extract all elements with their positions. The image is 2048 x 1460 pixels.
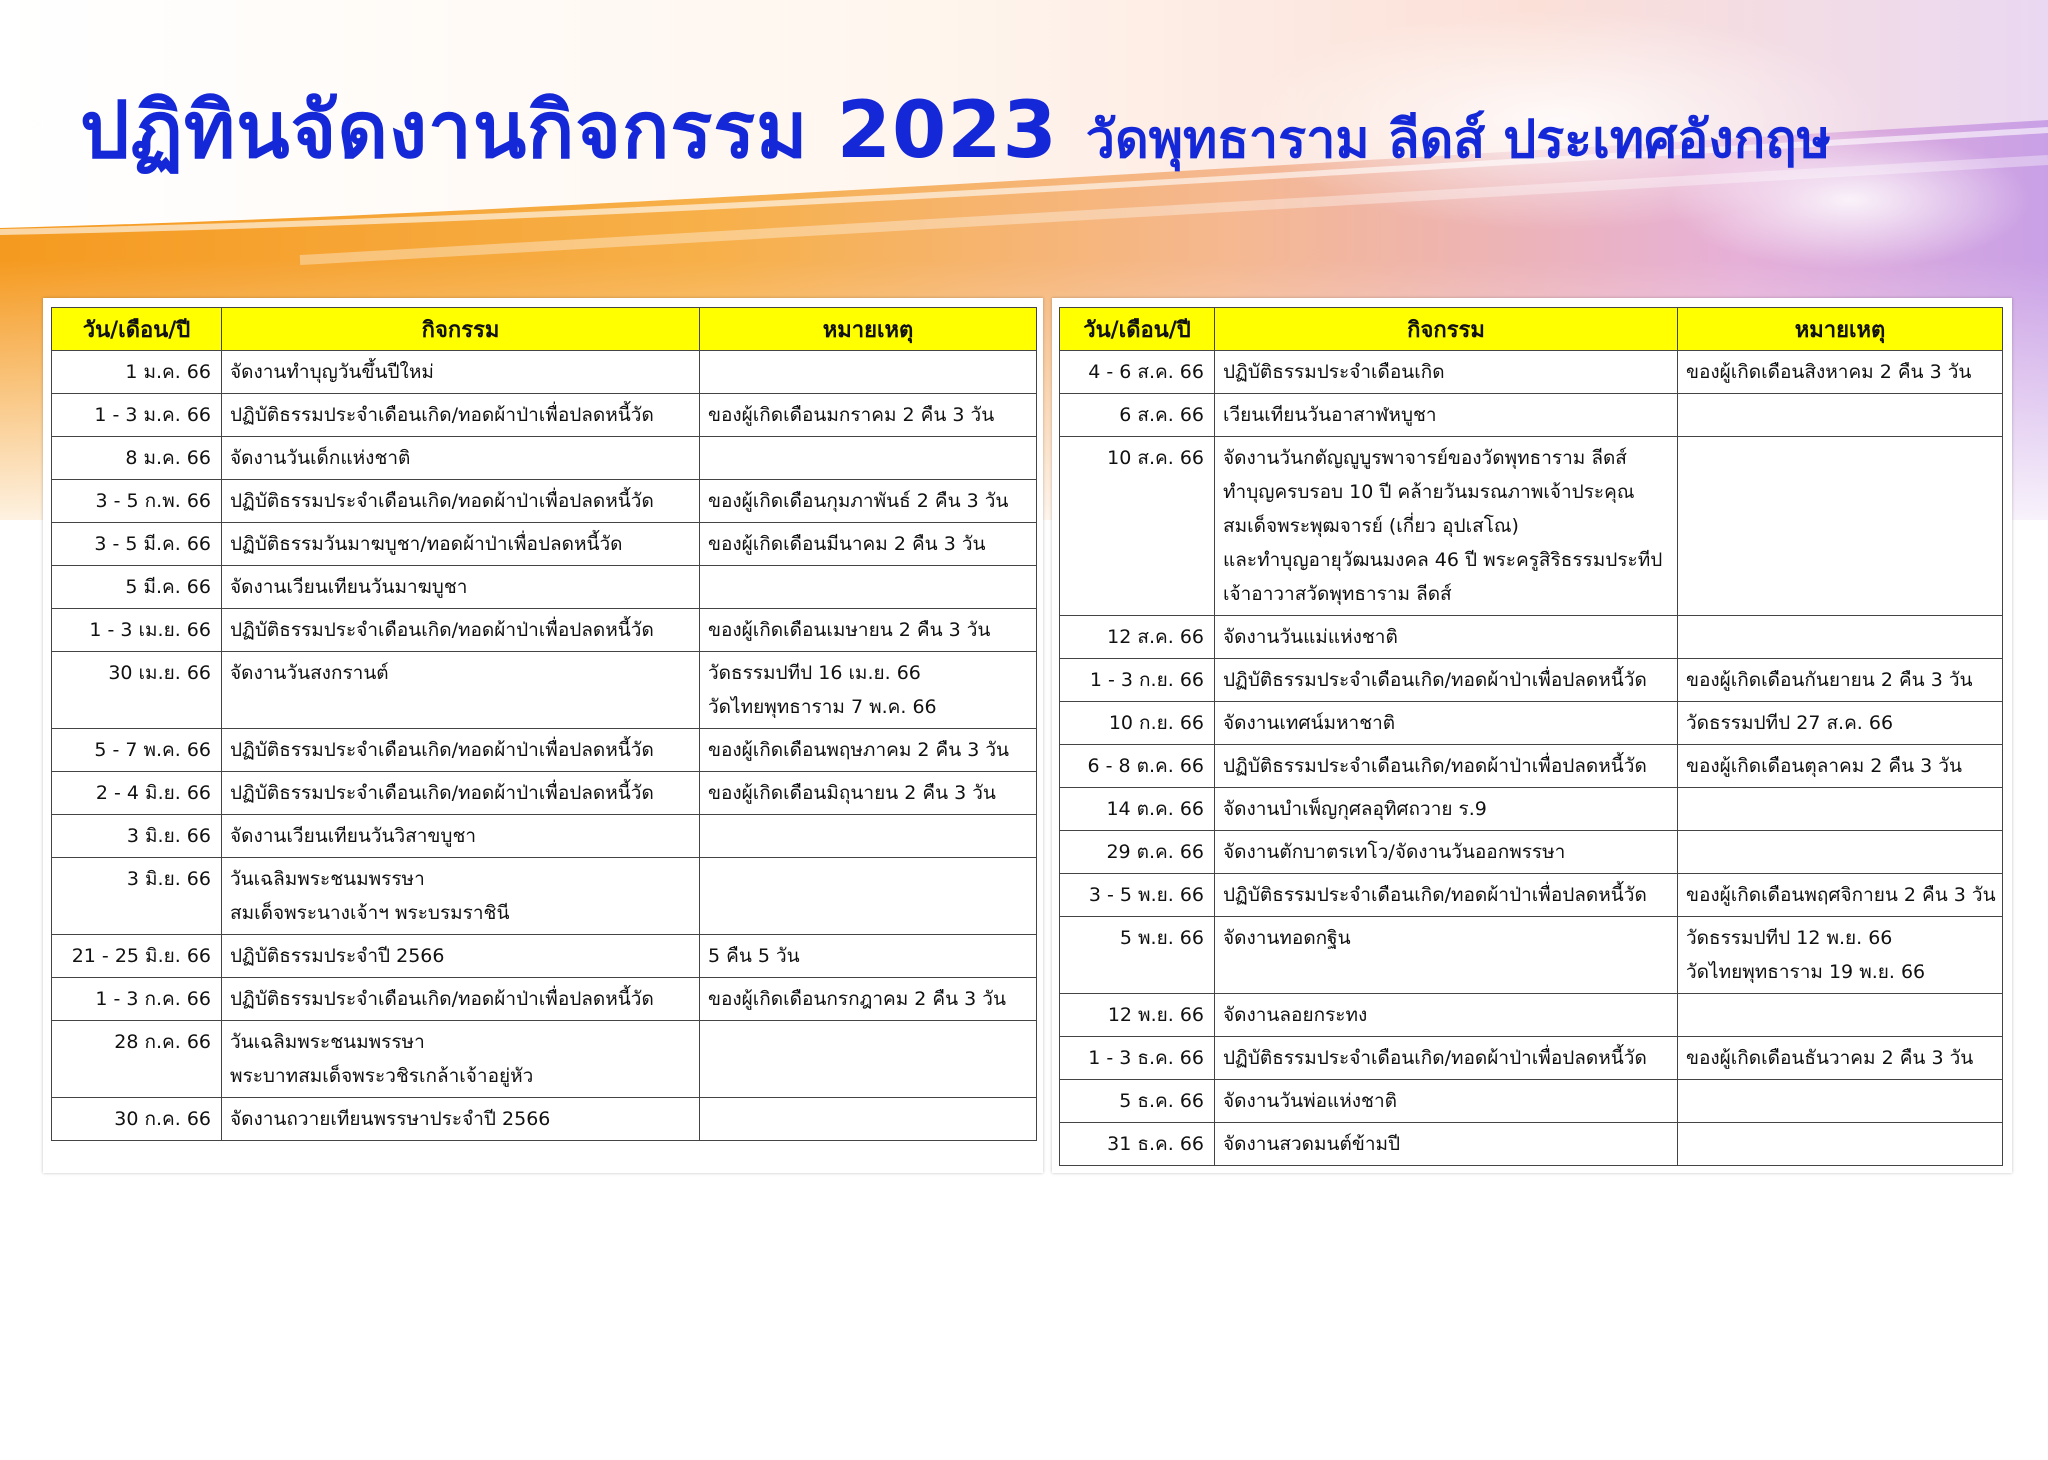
activity-line: ปฏิบัติธรรมประจำเดือนเกิด/ทอดผ้าป่าเพื่อปลดหนี้วัด (230, 782, 654, 804)
table-row (1060, 616, 2003, 659)
activity-line: ปฏิบัติธรรมประจำปี 2566 (230, 945, 445, 967)
date-cell: 2 - 4 มิ.ย. 66 (52, 772, 222, 815)
left-schedule-panel (43, 298, 1043, 1173)
activity-cell (1215, 616, 1678, 659)
note-cell (1678, 831, 2003, 874)
activity-line: จัดงานลอยกระทง (1223, 1004, 1368, 1026)
activity-line: จัดงานวันแม่แห่งชาติ (1223, 626, 1398, 648)
date-cell: 1 - 3 ก.ค. 66 (52, 978, 222, 1021)
note-cell (700, 729, 1037, 772)
table-row (1060, 1080, 2003, 1123)
activity-line: ปฏิบัติธรรมประจำเดือนเกิด/ทอดผ้าป่าเพื่อปลดหนี้วัด (1223, 884, 1647, 906)
activity-cell (1215, 437, 1678, 616)
table-row (52, 772, 1037, 815)
activity-cell (1215, 1037, 1678, 1080)
column-header-note: หมายเหตุ (700, 308, 1037, 351)
note-line: 5 คืน 5 วัน (708, 945, 800, 967)
date-cell: 3 - 5 พ.ย. 66 (1060, 874, 1215, 917)
note-cell (1678, 702, 2003, 745)
title-main: ปฏิทินจัดงานกิจกรรม 2023 (80, 86, 1058, 176)
activity-cell (222, 480, 700, 523)
note-line: ของผู้เกิดเดือนพฤษภาคม 2 คืน 3 วัน (708, 739, 1010, 761)
activity-line: จัดงานเวียนเทียนวันมาฆบูชา (230, 576, 468, 598)
activity-cell (222, 437, 700, 480)
activity-line: จัดงานวันกตัญญูบูรพาจารย์ของวัดพุทธาราม ลีดส์ (1223, 447, 1627, 469)
table-row (52, 978, 1037, 1021)
note-line: วัดไทยพุทธาราม 19 พ.ย. 66 (1686, 961, 1926, 983)
activity-cell (222, 652, 700, 729)
left-table-body (52, 351, 1037, 1141)
column-header-note: หมายเหตุ (1678, 308, 2003, 351)
activity-cell (1215, 1123, 1678, 1166)
activity-cell (222, 858, 700, 935)
table-row (1060, 351, 2003, 394)
activity-line: ปฏิบัติธรรมประจำเดือนเกิด (1223, 361, 1445, 383)
table-row (1060, 394, 2003, 437)
activity-line: ทำบุญครบรอบ 10 ปี คล้ายวันมรณภาพเจ้าประคุณ (1223, 481, 1635, 503)
table-row (1060, 831, 2003, 874)
activity-cell (1215, 788, 1678, 831)
activity-cell (222, 815, 700, 858)
activity-line: จัดงานตักบาตรเทโว/จัดงานวันออกพรรษา (1223, 841, 1566, 863)
activity-cell (222, 978, 700, 1021)
note-line: ของผู้เกิดเดือนมิถุนายน 2 คืน 3 วัน (708, 782, 996, 804)
date-cell: 21 - 25 มิ.ย. 66 (52, 935, 222, 978)
date-cell: 3 - 5 มี.ค. 66 (52, 523, 222, 566)
activity-cell (1215, 394, 1678, 437)
activity-cell (1215, 874, 1678, 917)
table-row (1060, 702, 2003, 745)
note-line: ของผู้เกิดเดือนกุมภาพันธ์ 2 คืน 3 วัน (708, 490, 1009, 512)
table-row (52, 858, 1037, 935)
activity-cell (222, 729, 700, 772)
date-cell: 1 ม.ค. 66 (52, 351, 222, 394)
activity-line: จัดงานเวียนเทียนวันวิสาขบูชา (230, 825, 477, 847)
table-row (1060, 994, 2003, 1037)
note-line: ของผู้เกิดเดือนเมษายน 2 คืน 3 วัน (708, 619, 991, 641)
activity-cell (222, 609, 700, 652)
table-row (52, 523, 1037, 566)
date-cell: 4 - 6 ส.ค. 66 (1060, 351, 1215, 394)
note-line: ของผู้เกิดเดือนธันวาคม 2 คืน 3 วัน (1686, 1047, 1974, 1069)
note-cell (1678, 917, 2003, 994)
note-line: วัดไทยพุทธาราม 7 พ.ค. 66 (708, 696, 937, 718)
column-header-date: วัน/เดือน/ปี (52, 308, 222, 351)
table-row (52, 935, 1037, 978)
activity-line: จัดงานวันเด็กแห่งชาติ (230, 447, 411, 469)
activity-cell (222, 351, 700, 394)
date-cell: 5 พ.ย. 66 (1060, 917, 1215, 994)
table-row (1060, 1123, 2003, 1166)
activity-cell (1215, 702, 1678, 745)
activity-line: สมเด็จพระนางเจ้าฯ พระบรมราชินี (230, 902, 510, 924)
activity-cell (222, 935, 700, 978)
activity-line: จัดงานถวายเทียนพรรษาประจำปี 2566 (230, 1108, 551, 1130)
activity-cell (222, 1021, 700, 1098)
activity-line: จัดงานสวดมนต์ข้ามปี (1223, 1133, 1401, 1155)
note-cell (1678, 1037, 2003, 1080)
date-cell: 14 ต.ค. 66 (1060, 788, 1215, 831)
date-cell: 1 - 3 ก.ย. 66 (1060, 659, 1215, 702)
table-row (52, 1098, 1037, 1141)
activity-line: จัดงานบำเพ็ญกุศลอุทิศถวาย ร.9 (1223, 798, 1487, 820)
activity-line: เจ้าอาวาสวัดพุทธาราม ลีดส์ (1223, 583, 1452, 605)
table-header-row (52, 308, 1037, 351)
activity-line: ปฏิบัติธรรมประจำเดือนเกิด/ทอดผ้าป่าเพื่อปลดหนี้วัด (230, 490, 654, 512)
date-cell: 5 - 7 พ.ค. 66 (52, 729, 222, 772)
note-cell (700, 978, 1037, 1021)
activity-line: ปฏิบัติธรรมประจำเดือนเกิด/ทอดผ้าป่าเพื่อปลดหนี้วัด (230, 739, 654, 761)
note-cell (1678, 1080, 2003, 1123)
activity-cell (222, 566, 700, 609)
table-row (1060, 788, 2003, 831)
date-cell: 3 มิ.ย. 66 (52, 815, 222, 858)
date-cell: 31 ธ.ค. 66 (1060, 1123, 1215, 1166)
date-cell: 1 - 3 ธ.ค. 66 (1060, 1037, 1215, 1080)
right-schedule-table (1059, 307, 2003, 1166)
activity-line: พระบาทสมเด็จพระวชิรเกล้าเจ้าอยู่หัว (230, 1065, 534, 1087)
activity-cell (222, 1098, 700, 1141)
note-cell (1678, 616, 2003, 659)
table-row (1060, 659, 2003, 702)
table-row (1060, 874, 2003, 917)
activity-line: ปฏิบัติธรรมวันมาฆบูชา/ทอดผ้าป่าเพื่อปลดหนี้วัด (230, 533, 623, 555)
note-cell (1678, 394, 2003, 437)
note-line: วัดธรรมปทีป 27 ส.ค. 66 (1686, 712, 1894, 734)
activity-line: จัดงานทอดกฐิน (1223, 927, 1351, 949)
note-cell (700, 351, 1037, 394)
column-header-date: วัน/เดือน/ปี (1060, 308, 1215, 351)
table-row (52, 609, 1037, 652)
activity-cell (1215, 917, 1678, 994)
activity-line: ปฏิบัติธรรมประจำเดือนเกิด/ทอดผ้าป่าเพื่อปลดหนี้วัด (1223, 669, 1647, 691)
table-row (52, 394, 1037, 437)
date-cell: 3 มิ.ย. 66 (52, 858, 222, 935)
date-cell: 6 - 8 ต.ค. 66 (1060, 745, 1215, 788)
note-cell (1678, 659, 2003, 702)
note-cell (1678, 745, 2003, 788)
note-cell (700, 1021, 1037, 1098)
date-cell: 30 เม.ย. 66 (52, 652, 222, 729)
note-line: ของผู้เกิดเดือนพฤศจิกายน 2 คืน 3 วัน (1686, 884, 1996, 906)
table-row (52, 351, 1037, 394)
activity-line: ปฏิบัติธรรมประจำเดือนเกิด/ทอดผ้าป่าเพื่อปลดหนี้วัด (230, 404, 654, 426)
table-row (1060, 917, 2003, 994)
date-cell: 10 ส.ค. 66 (1060, 437, 1215, 616)
table-row (1060, 745, 2003, 788)
activity-line: สมเด็จพระพุฒจารย์ (เกี่ยว อุปเสโณ) (1223, 515, 1519, 537)
activity-line: จัดงานทำบุญวันขึ้นปีใหม่ (230, 361, 434, 383)
note-cell (700, 652, 1037, 729)
note-line: ของผู้เกิดเดือนสิงหาคม 2 คืน 3 วัน (1686, 361, 1972, 383)
note-cell (1678, 994, 2003, 1037)
date-cell: 5 ธ.ค. 66 (1060, 1080, 1215, 1123)
activity-cell (1215, 351, 1678, 394)
activity-line: ปฏิบัติธรรมประจำเดือนเกิด/ทอดผ้าป่าเพื่อปลดหนี้วัด (1223, 755, 1647, 777)
note-cell (700, 480, 1037, 523)
table-row (52, 566, 1037, 609)
note-cell (700, 566, 1037, 609)
activity-line: วันเฉลิมพระชนมพรรษา (230, 868, 425, 890)
note-cell (700, 609, 1037, 652)
date-cell: 28 ก.ค. 66 (52, 1021, 222, 1098)
activity-cell (1215, 994, 1678, 1037)
activity-cell (222, 772, 700, 815)
note-line: ของผู้เกิดเดือนกรกฎาคม 2 คืน 3 วัน (708, 988, 1006, 1010)
activity-cell (1215, 1080, 1678, 1123)
note-cell (700, 858, 1037, 935)
activity-line: และทำบุญอายุวัฒนมงคล 46 ปี พระครูสิริธรรมประทีป (1223, 549, 1663, 571)
note-cell (1678, 874, 2003, 917)
right-table-body (1060, 351, 2003, 1166)
activity-line: ปฏิบัติธรรมประจำเดือนเกิด/ทอดผ้าป่าเพื่อปลดหนี้วัด (1223, 1047, 1647, 1069)
note-line: ของผู้เกิดเดือนมกราคม 2 คืน 3 วัน (708, 404, 995, 426)
date-cell: 1 - 3 เม.ย. 66 (52, 609, 222, 652)
note-line: วัดธรรมปทีป 12 พ.ย. 66 (1686, 927, 1893, 949)
date-cell: 5 มี.ค. 66 (52, 566, 222, 609)
activity-line: เวียนเทียนวันอาสาฬหบูชา (1223, 404, 1437, 426)
date-cell: 12 ส.ค. 66 (1060, 616, 1215, 659)
date-cell: 8 ม.ค. 66 (52, 437, 222, 480)
table-row (52, 815, 1037, 858)
activity-line: วันเฉลิมพระชนมพรรษา (230, 1031, 425, 1053)
note-cell (1678, 437, 2003, 616)
note-line: ของผู้เกิดเดือนกันยายน 2 คืน 3 วัน (1686, 669, 1973, 691)
date-cell: 10 ก.ย. 66 (1060, 702, 1215, 745)
table-row (52, 729, 1037, 772)
note-line: ของผู้เกิดเดือนมีนาคม 2 คืน 3 วัน (708, 533, 986, 555)
date-cell: 3 - 5 ก.พ. 66 (52, 480, 222, 523)
note-line: วัดธรรมปทีป 16 เม.ย. 66 (708, 662, 921, 684)
page-title (80, 66, 2030, 196)
date-cell: 6 ส.ค. 66 (1060, 394, 1215, 437)
note-cell (700, 1098, 1037, 1141)
column-header-activity: กิจกรรม (222, 308, 700, 351)
activity-cell (1215, 659, 1678, 702)
table-header-row (1060, 308, 2003, 351)
note-cell (700, 437, 1037, 480)
activity-line: ปฏิบัติธรรมประจำเดือนเกิด/ทอดผ้าป่าเพื่อปลดหนี้วัด (230, 619, 654, 641)
note-cell (700, 394, 1037, 437)
column-header-activity: กิจกรรม (1215, 308, 1678, 351)
date-cell: 29 ต.ค. 66 (1060, 831, 1215, 874)
date-cell: 12 พ.ย. 66 (1060, 994, 1215, 1037)
activity-cell (222, 394, 700, 437)
table-row (52, 652, 1037, 729)
note-cell (700, 815, 1037, 858)
note-cell (1678, 788, 2003, 831)
activity-line: จัดงานวันพ่อแห่งชาติ (1223, 1090, 1397, 1112)
right-schedule-panel (1052, 298, 2012, 1173)
activity-cell (1215, 831, 1678, 874)
note-cell (1678, 351, 2003, 394)
note-cell (700, 935, 1037, 978)
note-line: ของผู้เกิดเดือนตุลาคม 2 คืน 3 วัน (1686, 755, 1962, 777)
activity-cell (1215, 745, 1678, 788)
note-cell (700, 772, 1037, 815)
left-schedule-table (51, 307, 1037, 1141)
table-row (52, 437, 1037, 480)
table-row (52, 1021, 1037, 1098)
table-row (52, 480, 1037, 523)
table-row (1060, 1037, 2003, 1080)
title-subtitle: วัดพุทธาราม ลีดส์ ประเทศอังกฤษ (1085, 110, 1832, 170)
note-cell (700, 523, 1037, 566)
note-cell (1678, 1123, 2003, 1166)
activity-line: จัดงานเทศน์มหาชาติ (1223, 712, 1396, 734)
date-cell: 1 - 3 ม.ค. 66 (52, 394, 222, 437)
table-row (1060, 437, 2003, 616)
activity-line: ปฏิบัติธรรมประจำเดือนเกิด/ทอดผ้าป่าเพื่อปลดหนี้วัด (230, 988, 654, 1010)
activity-cell (222, 523, 700, 566)
date-cell: 30 ก.ค. 66 (52, 1098, 222, 1141)
activity-line: จัดงานวันสงกรานต์ (230, 662, 389, 684)
